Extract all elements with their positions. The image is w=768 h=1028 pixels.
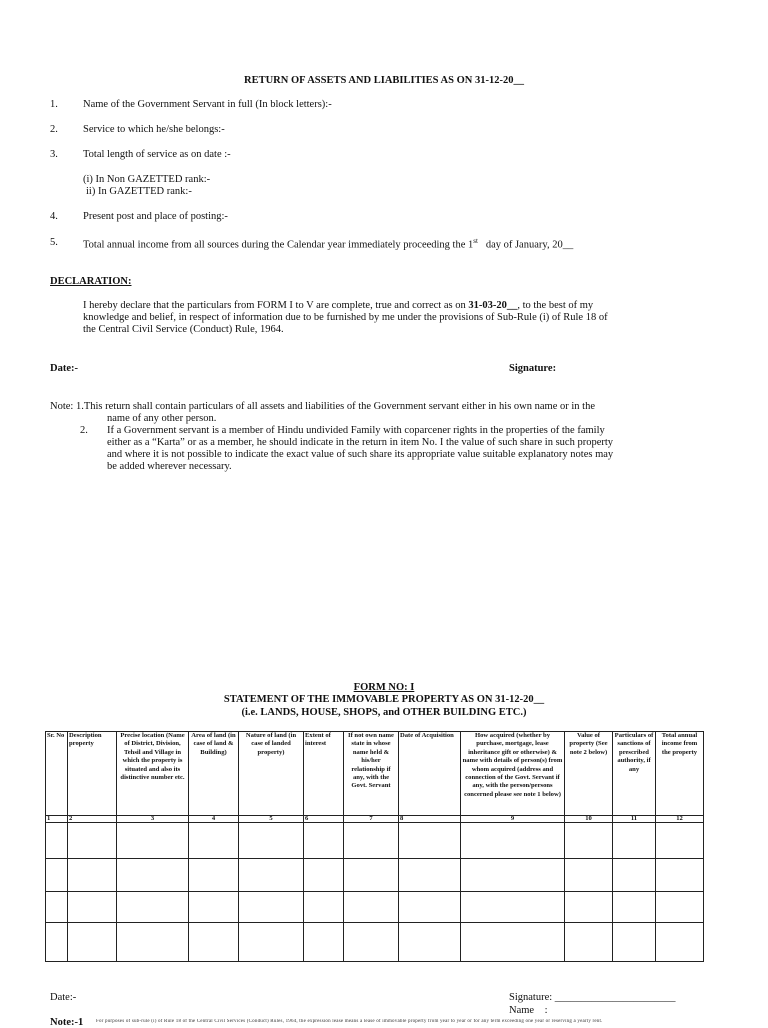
item-1-number: 1.	[50, 99, 58, 110]
table-cell[interactable]	[68, 892, 117, 923]
item-3-number: 3.	[50, 149, 58, 160]
col-header-how-acquired: How acquired (whether by purchase, mortgage, lease inheritance gift or otherwise) & name with details of person(s) from whom acquired (address and connection of the Govt. Servant if any, with the person/persons concerned please see note 1 below)	[461, 732, 565, 816]
footer-name-label: Name :	[509, 1005, 548, 1016]
table-cell[interactable]	[656, 823, 704, 859]
declaration-line-1-b: , to the best of my	[517, 300, 594, 311]
note-1-line-2: name of any other person.	[107, 413, 217, 424]
sub-item-non-gazetted: (i) In Non GAZETTED rank:-	[83, 174, 211, 185]
table-cell[interactable]	[344, 923, 399, 962]
table-cell[interactable]	[189, 892, 239, 923]
col-number: 6	[304, 816, 344, 823]
col-header-value: Value of property (See note 2 below)	[565, 732, 613, 816]
col-number: 11	[613, 816, 656, 823]
col-header-income: Total annual income from the property	[656, 732, 704, 816]
table-cell[interactable]	[117, 923, 189, 962]
item-3-text: Total length of service as on date :-	[83, 149, 231, 160]
declaration-heading: DECLARATION:	[50, 276, 132, 287]
col-header-location: Precise location (Name of District, Division, Tehsil and Village in which the property is situated and also its distinctive number etc.	[117, 732, 189, 816]
item-4-number: 4.	[50, 211, 58, 222]
note-2-line-2: either as a “Karta” or as a member, he should indicate in the return in item No. I the value of such share in such property	[107, 437, 614, 448]
date-label: Date:-	[50, 363, 78, 374]
page-title: RETURN OF ASSETS AND LIABILITIES AS ON 31-12-20__	[244, 75, 524, 86]
table-cell[interactable]	[239, 823, 304, 859]
table-header-row	[46, 732, 704, 816]
table-cell[interactable]	[656, 892, 704, 923]
declaration-line-1-a: I hereby declare that the particulars from FORM I to V are complete, true and correct as on	[83, 300, 469, 311]
declaration-line-1	[83, 300, 593, 313]
form-subtitle: (i.e. LANDS, HOUSE, SHOPS, and OTHER BUILDING ETC.)	[241, 707, 527, 718]
col-number: 10	[565, 816, 613, 823]
table-row	[46, 892, 704, 923]
table-cell[interactable]	[461, 859, 565, 892]
table-cell[interactable]	[399, 923, 461, 962]
table-cell[interactable]	[304, 923, 344, 962]
item-2-number: 2.	[50, 124, 58, 135]
table-cell[interactable]	[239, 892, 304, 923]
table-cell[interactable]	[68, 859, 117, 892]
item-1-text: Name of the Government Servant in full (In block letters):-	[83, 99, 332, 110]
table-cell[interactable]	[399, 823, 461, 859]
table-cell[interactable]	[189, 923, 239, 962]
table-cell[interactable]	[68, 923, 117, 962]
note-2-line-3: and where it is not possible to indicate the exact value of such share its appropriate value suitable explanatory notes may	[107, 449, 614, 460]
table-cell[interactable]	[399, 859, 461, 892]
table-cell[interactable]	[461, 823, 565, 859]
col-header-description: Description property	[68, 732, 117, 816]
table-row	[46, 923, 704, 962]
col-number: 8	[399, 816, 461, 823]
item-5-text-a: Total annual income from all sources during the Calendar year immediately proceeding the 1	[83, 239, 474, 251]
table-cell[interactable]	[344, 823, 399, 859]
col-number: 9	[461, 816, 565, 823]
item-2-text: Service to which he/she belongs:-	[83, 124, 225, 135]
table-cell[interactable]	[656, 859, 704, 892]
table-cell[interactable]	[117, 892, 189, 923]
col-header-sanctions: Particulars of sanctions of prescribed authority, if any	[613, 732, 656, 816]
table-cell[interactable]	[565, 859, 613, 892]
table-cell[interactable]	[46, 923, 68, 962]
footer-signature-label: Signature: _______________________	[509, 992, 676, 1003]
col-header-date-acquisition: Date of Acquisition	[399, 732, 461, 816]
col-number: 4	[189, 816, 239, 823]
col-number: 7	[344, 816, 399, 823]
note-1-line-1: Note: 1.This return shall contain particulars of all assets and liabilities of the Government servant either in his own name or in the	[50, 401, 595, 412]
table-cell[interactable]	[565, 892, 613, 923]
table-row	[46, 859, 704, 892]
declaration-date: 31-03-20__	[468, 300, 518, 311]
table-cell[interactable]	[46, 823, 68, 859]
table-cell[interactable]	[461, 892, 565, 923]
table-cell[interactable]	[46, 859, 68, 892]
table-cell[interactable]	[304, 859, 344, 892]
table-cell[interactable]	[613, 823, 656, 859]
table-cell[interactable]	[565, 823, 613, 859]
footer-date-label: Date:-	[50, 992, 77, 1003]
signature-label: Signature:	[509, 363, 557, 374]
table-number-row	[46, 816, 704, 823]
table-cell[interactable]	[613, 923, 656, 962]
table-row	[46, 823, 704, 859]
item-5-number: 5.	[50, 237, 58, 248]
form-number: FORM NO: I	[353, 682, 415, 693]
table-cell[interactable]	[399, 892, 461, 923]
col-header-owner: If not own name state in whose name held & his/her relationship if any, with the Govt. Servant	[344, 732, 399, 816]
col-header-nature: Nature of land (in case of landed property)	[239, 732, 304, 816]
sub-item-gazetted: ii) In GAZETTED rank:-	[86, 186, 192, 197]
footer-note-text: For purposes of sub-rule (i) of Rule 18 of the Central Civil Services (Conduct) Rules, 1964, the expression lease means a lease of immovable property from year to year or for any term exceeding one year or reserving a yearly rent.	[96, 1019, 603, 1024]
table-cell[interactable]	[68, 823, 117, 859]
col-number: 2	[68, 816, 117, 823]
table-cell[interactable]	[117, 859, 189, 892]
col-header-sr-no: Sr. No	[46, 732, 68, 816]
table-cell[interactable]	[344, 892, 399, 923]
table-cell[interactable]	[344, 859, 399, 892]
item-5-text	[83, 237, 573, 251]
table-cell[interactable]	[189, 823, 239, 859]
table-cell[interactable]	[46, 892, 68, 923]
table-cell[interactable]	[565, 923, 613, 962]
note-2-line-4: be added wherever necessary.	[107, 461, 232, 472]
col-number: 5	[239, 816, 304, 823]
immovable-property-table	[45, 731, 704, 962]
declaration-line-3: the Central Civil Service (Conduct) Rule, 1964.	[83, 324, 284, 335]
table-cell[interactable]	[461, 923, 565, 962]
footer-note-label: Note:-1	[50, 1017, 84, 1028]
table-cell[interactable]	[304, 892, 344, 923]
table-cell[interactable]	[304, 823, 344, 859]
table-cell[interactable]	[239, 859, 304, 892]
col-number: 12	[656, 816, 704, 823]
col-header-area: Area of land (in case of land & Building)	[189, 732, 239, 816]
table-cell[interactable]	[117, 823, 189, 859]
table-cell[interactable]	[613, 859, 656, 892]
table-cell[interactable]	[189, 859, 239, 892]
note-2-number: 2.	[80, 425, 88, 436]
col-number: 1	[46, 816, 68, 823]
table-cell[interactable]	[613, 892, 656, 923]
item-4-text: Present post and place of posting:-	[83, 211, 228, 222]
note-2-line-1: If a Government servant is a member of Hindu undivided Family with coparcener rights in the properties of the family	[107, 425, 605, 436]
declaration-line-2: knowledge and belief, in respect of information due to be furnished by me under the provisions of Sub-Rule (i) of Rule 18 of	[83, 312, 608, 323]
table-cell[interactable]	[239, 923, 304, 962]
col-number: 3	[117, 816, 189, 823]
table-cell[interactable]	[656, 923, 704, 962]
item-5-text-b: day of January, 20__	[477, 239, 574, 251]
item-5-superscript: st	[473, 237, 478, 245]
col-header-extent: Extent of interest	[304, 732, 344, 816]
form-title: STATEMENT OF THE IMMOVABLE PROPERTY AS ON 31-12-20__	[223, 694, 545, 705]
